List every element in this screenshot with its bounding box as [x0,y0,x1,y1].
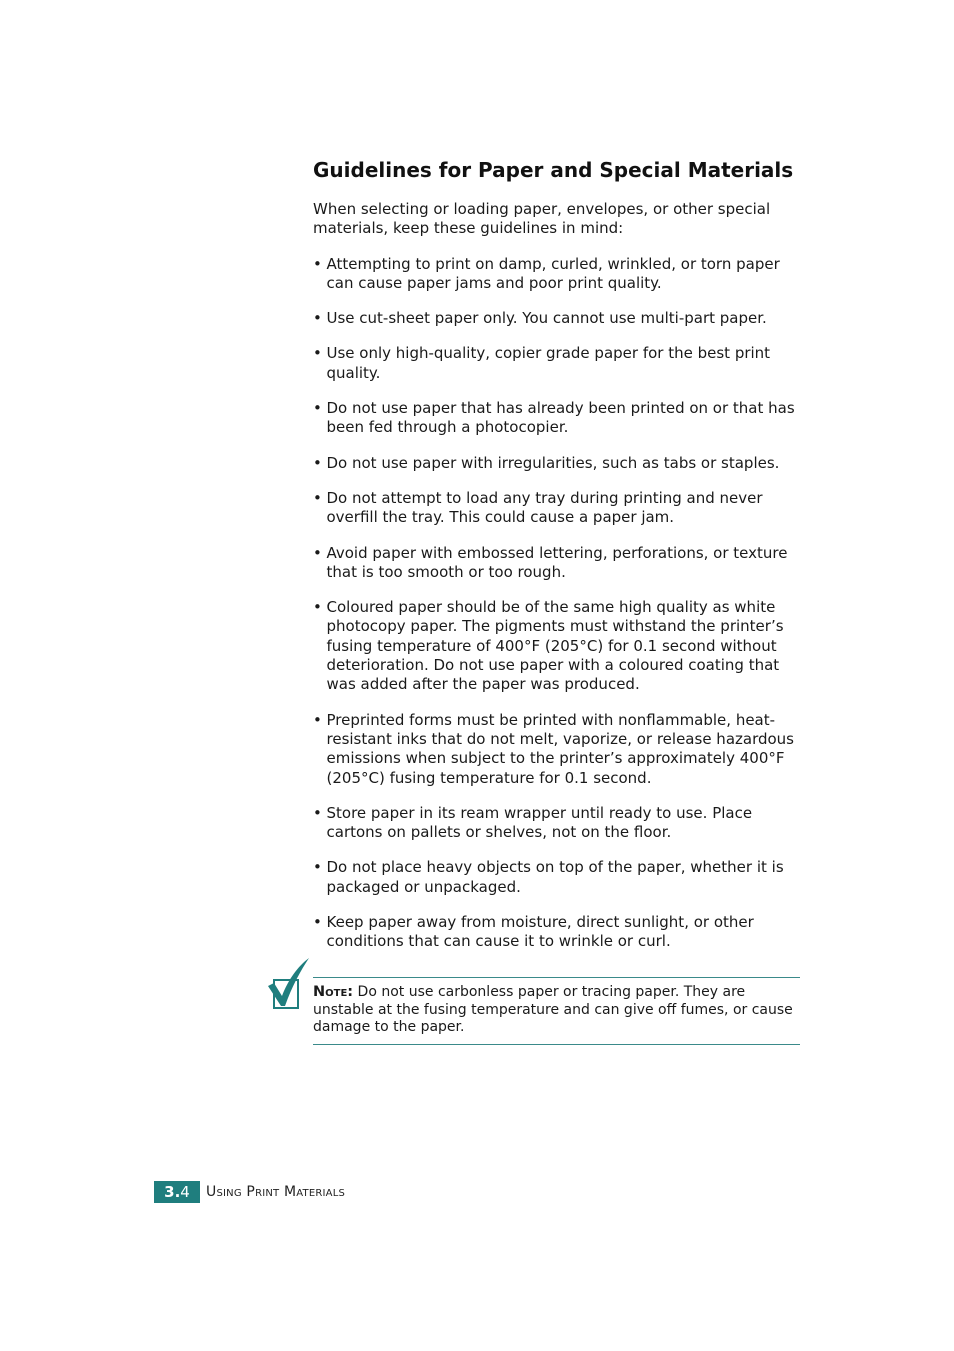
list-item [313,544,800,583]
page-footer [154,1181,345,1203]
list-item-text: Use only high-quality, copier grade paper for the best print quality. [326,344,771,382]
section-title: Using Print Materials [206,1184,346,1200]
list-item [313,711,800,788]
note-label: Note: [313,984,354,1000]
list-item-text: Keep paper away from moisture, direct sunlight, or other conditions that can cause it to wrinkle or curl. [326,913,754,951]
list-item-text: Attempting to print on damp, curled, wrinkled, or torn paper can cause paper jams and poor print quality. [326,254,780,292]
bullet: • [313,399,322,418]
list-item [313,489,800,528]
list-item [313,598,800,694]
page-number-badge [154,1181,200,1203]
checkmark-icon [266,956,312,1012]
intro-paragraph: When selecting or loading paper, envelopes, or other special materials, keep these guidelines in mind: [313,200,771,238]
bullet: • [313,858,322,877]
main-content [313,156,800,968]
list-item [313,344,800,383]
bullet: • [313,344,322,363]
list-item-text: Use cut-sheet paper only. You cannot use multi-part paper. [326,309,767,328]
bullet: • [313,710,322,729]
page-number: 4 [180,1183,190,1201]
list-item-text: Avoid paper with embossed lettering, perforations, or texture that is too smooth or too rough. [326,543,788,581]
list-item [313,913,800,952]
bullet: • [313,309,322,328]
list-item [313,309,800,328]
note-box [313,977,800,1045]
bullet: • [313,254,322,273]
list-item-text: Coloured paper should be of the same high quality as white photocopy paper. The pigments must withstand the printer’s fusing temperature of 400°F (205°C) for 0.1 second without deterioration. Do not use paper with a coloured coating that was added after the paper was produced. [326,598,784,694]
list-item-text: Do not place heavy objects on top of the paper, whether it is packaged or unpackaged. [326,858,784,896]
bullet: • [313,803,322,822]
list-item-text: Store paper in its ream wrapper until ready to use. Place cartons on pallets or shelves, not on the floor. [326,803,753,842]
chapter-number: 3. [164,1183,181,1201]
list-item [313,399,800,438]
list-item [313,858,800,897]
bullet: • [313,453,322,472]
list-item [313,255,800,294]
bullet: • [313,598,322,617]
bullet: • [313,543,322,562]
bullet: • [313,488,322,507]
list-item-text: Preprinted forms must be printed with nonflammable, heat-resistant inks that do not melt, vaporize, or release hazardous emissions when subject to the printer’s approximately 400°F (205°C) fusing temperature for 0.1 second. [326,710,794,787]
page-title: Guidelines for Paper and Special Materials [313,158,794,182]
list-item-text: Do not use paper with irregularities, such as tabs or staples. [326,453,780,472]
list-item-text: Do not use paper that has already been printed on or that has been fed through a photocopier. [326,399,795,437]
bullet: • [313,913,322,932]
list-item [313,804,800,843]
list-item-text: Do not attempt to load any tray during printing and never overfill the tray. This could cause a paper jam. [326,488,763,527]
list-item [313,454,800,473]
note-text: Do not use carbonless paper or tracing paper. They are unstable at the fusing temperature and can give off fumes, or cause damage to the paper. [313,984,793,1035]
guidelines-list [313,255,800,952]
